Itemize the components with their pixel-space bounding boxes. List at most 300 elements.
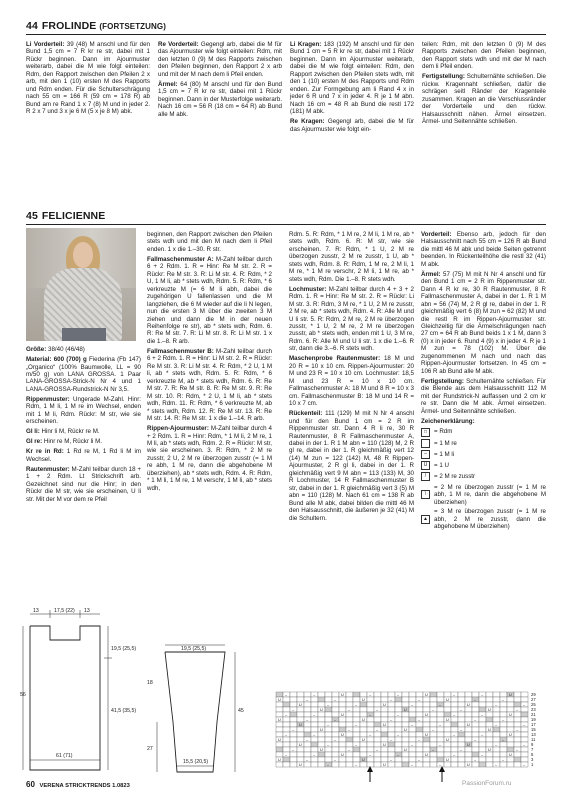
chart-cell — [402, 722, 409, 727]
chart-cell — [304, 712, 311, 717]
chart-cell — [409, 717, 416, 722]
paragraph-text: 39 (48) M anschl und für den Bund 1,5 cm = 7 R kr re str, dabei mit 1 Rückr beginnen. Dann im Ajourmuster weiterarb, dabei die M wie folgt einteilen: Rdm, den Rapport zwischen den Pfeilen 2 x arb, mit den 1 (10) ersten M des Rapports und Rdm enden. Für die Schulterschrägung nach 55 cm = 166 R (59 cm = 178 R) ab Bund am re Rand 1 x 7 (8) M und in jeder 2. R 2 x 7 und 3 x je 6 M (5 x je 8 M) abk. — [26, 41, 150, 116]
chart-cell — [332, 752, 339, 757]
chart-cell — [465, 727, 472, 732]
section-title: FELICIENNE — [41, 210, 106, 222]
chart-cell — [423, 747, 430, 752]
chart-cell-mark: U — [509, 693, 512, 697]
chart-cell — [311, 742, 318, 747]
paragraph — [26, 41, 150, 116]
chart-cell — [521, 727, 528, 732]
chart-cell — [514, 742, 521, 747]
paragraph-text: 1 Rd re M, 1 Rd li M im Wechsel. — [26, 448, 141, 463]
chart-cell-mark: – — [397, 753, 400, 757]
section-45-column-3 — [289, 231, 414, 525]
magazine-name: VERENA STRICKTRENDS 1.0823 — [39, 783, 130, 789]
chart-cell — [283, 707, 290, 712]
chart-cell-mark: – — [327, 743, 330, 747]
paragraph — [158, 81, 282, 118]
paragraph-label: Li Kragen: — [290, 41, 322, 48]
chart-cell — [514, 717, 521, 722]
chart-cell — [346, 742, 353, 747]
chart-cell — [353, 752, 360, 757]
chart-cell — [507, 717, 514, 722]
chart-cell — [367, 697, 374, 702]
chart-cell — [409, 712, 416, 717]
chart-cell — [472, 752, 479, 757]
chart-cell-mark: – — [516, 728, 519, 732]
chart-cell — [388, 712, 395, 717]
section-44-column-2 — [158, 41, 282, 121]
chart-cell-mark: U — [299, 743, 302, 747]
chart-cell-mark: – — [432, 728, 435, 732]
chart-cell — [514, 702, 521, 707]
chart-cell — [353, 717, 360, 722]
chart-cell — [304, 722, 311, 727]
paragraph-label: Rippenmuster: — [26, 395, 70, 403]
chart-cell-mark: – — [418, 738, 421, 742]
chart-cell-mark: – — [348, 728, 351, 732]
chart-cell — [325, 757, 332, 762]
chart-cell — [325, 752, 332, 757]
chart-cell — [388, 732, 395, 737]
chart-cell — [339, 737, 346, 742]
chart-cell-mark: – — [439, 743, 442, 747]
chart-cell — [465, 697, 472, 702]
paragraph-label: Lochmuster: — [289, 285, 327, 293]
chart-cell-mark: – — [306, 718, 309, 722]
legend-row — [421, 439, 546, 448]
legend-symbol: □ — [421, 428, 430, 437]
paragraph — [147, 256, 272, 345]
chart-cell — [423, 722, 430, 727]
chart-cell — [276, 722, 283, 727]
chart-cell-mark: U — [299, 723, 302, 727]
chart-cell — [521, 707, 528, 712]
chart-cell — [339, 722, 346, 727]
chart-cell — [409, 752, 416, 757]
chart-cell-mark: – — [390, 758, 393, 762]
chart-cell — [374, 762, 381, 767]
chart-cell — [500, 692, 507, 697]
paragraph-text: Fiederina (Fb 147) „Organico“ (100% Baumwolle, LL = 90 m/50 g) von LANA GROSSA. 1 Paar LANA-GROSSA-Strick-N Nr 4 und 1 LANA-GROSSA-Rundstrick-N Nr 3,5. — [26, 356, 141, 393]
chart-cell-mark: – — [502, 738, 505, 742]
chart-cell-mark: U — [362, 738, 365, 742]
chart-cell — [325, 747, 332, 752]
paragraph-label: Ärmel: — [421, 270, 441, 278]
chart-cell-mark: – — [411, 743, 414, 747]
chart-cell — [360, 727, 367, 732]
chart-cell — [458, 732, 465, 737]
chart-cell-mark: U — [488, 748, 491, 752]
chart-cell-mark: – — [369, 733, 372, 737]
chart-cell — [458, 712, 465, 717]
chart-cell-mark: – — [285, 713, 288, 717]
legend-text: = 1 M re — [434, 439, 457, 447]
chart-cell-mark: – — [369, 753, 372, 757]
chart-cell-mark: – — [334, 758, 337, 762]
chart-cell — [486, 697, 493, 702]
chart-cell-mark: U — [383, 723, 386, 727]
chart-cell — [437, 747, 444, 752]
paragraph-label: Zeichenerklärung: — [421, 417, 475, 425]
chart-cell-mark: U — [446, 758, 449, 762]
chart-cell — [367, 702, 374, 707]
paragraph — [26, 448, 141, 463]
chart-cell — [507, 762, 514, 767]
chart-cell — [521, 717, 528, 722]
chart-cell — [297, 752, 304, 757]
chart-cell — [311, 697, 318, 702]
chart-cell — [311, 717, 318, 722]
paragraph-text: M-Zahl teilbar durch 4 + 3 + 2 Rdm. 1. R = Hinr: Re M str. 2. R = Rückr: Li M str. 3. R: Rdm, 3 M re, * 1 U, 2 M re zusstr, 2 M re, ab * stets wdh, Rdm. 4. R: Alle M und U li str. 5. R: Rdm, 2 M re, 2 M re überzogen zusstr, * 1 U, 2 M re, 2 M re überzogen zusstr, ab * stets wdh, enden mit 1 U, 3 M re, Rdm. 6. R: Alle M und U li str. 1 x die 1.–6. R str, dann die 3.–6. R stets wdh. — [289, 285, 414, 353]
chart-cell — [472, 762, 479, 767]
chart-cell — [339, 762, 346, 767]
paragraph — [26, 466, 141, 503]
chart-cell — [458, 752, 465, 757]
chart-cell — [465, 752, 472, 757]
chart-cell-mark: – — [285, 753, 288, 757]
chart-cell — [360, 742, 367, 747]
chart-cell — [444, 742, 451, 747]
chart-cell — [346, 732, 353, 737]
paragraph-text: Gegengl arb, dabei die M für das Ajourmuster wie folgt einteilen: Rdm, mit den letzten 0 (9) M des Rapports zwischen den Pfeilen beginnen, den Rapport 2 x arb und mit der M nach dem li Pfeil enden. — [158, 41, 282, 78]
chart-cell — [346, 712, 353, 717]
paragraph — [421, 231, 546, 268]
chart-cell-mark: U — [425, 733, 428, 737]
chart-cell-mark: U — [278, 718, 281, 722]
chart-cell — [367, 762, 374, 767]
legend-row — [421, 450, 546, 459]
chart-cell-mark: U — [299, 703, 302, 707]
chart-cell-mark: – — [495, 703, 498, 707]
chart-cell — [332, 712, 339, 717]
dim-width: 61 (71) — [56, 753, 73, 759]
chart-cell — [486, 762, 493, 767]
section-44-column-1 — [26, 41, 150, 118]
chart-cell — [311, 707, 318, 712]
chart-cell — [325, 737, 332, 742]
chart-cell — [283, 762, 290, 767]
chart-cell — [318, 762, 325, 767]
chart-cell — [479, 727, 486, 732]
chart-cell — [346, 717, 353, 722]
section-45-column-1 — [26, 346, 141, 506]
chart-cell — [416, 702, 423, 707]
chart-cell — [521, 747, 528, 752]
chart-cell — [311, 702, 318, 707]
chart-cell — [297, 727, 304, 732]
chart-cell — [521, 712, 528, 717]
chart-cell-mark: – — [355, 763, 358, 767]
chart-cell-mark: – — [453, 713, 456, 717]
chart-cell — [514, 712, 521, 717]
chart-cell-mark: – — [348, 748, 351, 752]
chart-cell — [458, 702, 465, 707]
chart-cell-mark: – — [418, 698, 421, 702]
paragraph-label: Gl li: — [26, 428, 40, 436]
chart-cell — [332, 762, 339, 767]
chart-cell — [521, 752, 528, 757]
chart-cell — [451, 742, 458, 747]
sleeve-schematic — [145, 640, 265, 780]
chart-cell — [458, 692, 465, 697]
chart-cell — [402, 717, 409, 722]
legend-symbol: ▲ — [421, 515, 430, 524]
chart-cell — [304, 732, 311, 737]
chart-cell — [353, 712, 360, 717]
chart-cell — [402, 697, 409, 702]
chart-cell — [507, 722, 514, 727]
chart-cell — [451, 717, 458, 722]
chart-cell — [500, 762, 507, 767]
chart-cell-mark: U — [341, 753, 344, 757]
chart-cell — [318, 712, 325, 717]
chart-cell — [479, 742, 486, 747]
chart-cell — [360, 762, 367, 767]
chart-cell — [409, 692, 416, 697]
chart-cell — [493, 732, 500, 737]
chart-cell — [416, 742, 423, 747]
section-44-header — [26, 20, 166, 32]
chart-cell — [325, 712, 332, 717]
chart-cell — [388, 747, 395, 752]
chart-cell — [360, 702, 367, 707]
chart-cell — [290, 692, 297, 697]
chart-cell — [297, 737, 304, 742]
dim-shoulder-left: 13 — [33, 608, 39, 614]
chart-cell — [311, 727, 318, 732]
chart-cell — [374, 697, 381, 702]
chart-cell — [472, 747, 479, 752]
chart-cell — [514, 762, 521, 767]
legend-row — [421, 484, 546, 506]
chart-cell-mark: – — [306, 738, 309, 742]
chart-cell — [388, 752, 395, 757]
chart-cell-mark: – — [453, 693, 456, 697]
chart-cell — [430, 752, 437, 757]
chart-cell-mark: – — [355, 723, 358, 727]
chart-cell — [437, 707, 444, 712]
chart-cell-mark: – — [292, 728, 295, 732]
chart-cell — [423, 717, 430, 722]
chart-cell — [437, 697, 444, 702]
chart-cell — [332, 747, 339, 752]
paragraph-label: Material: 600 (700) g — [26, 356, 87, 364]
chart-cell — [486, 737, 493, 742]
chart-cell — [339, 757, 346, 762]
paragraph-label: Re Kragen: — [290, 118, 325, 126]
chart-cell — [409, 707, 416, 712]
dim-shoulder-right: 13 — [84, 608, 90, 614]
chart-cell — [297, 717, 304, 722]
chart-cell — [416, 747, 423, 752]
paragraph-text: 183 (192) M anschl und für den Bund 1 cm = 5 R kr re str, dabei mit 1 Rückr beginnen. Dann im Ajourmuster weiterarb, dabei die M wie folgt einteilen: Rdm, den Rapport zwischen den Pfeilen stets wdh, mit den 1 (10) ersten M des Rapports und Rdm enden. Zur Formgebung am li Rand 4 x in jeder 6 R und 7 x in jeder 4. R je 1 M abn. Nach 16 cm = 48 R ab Bund die restl 172 (181) M abk. — [290, 41, 414, 116]
chart-cell — [318, 692, 325, 697]
chart-cell — [423, 757, 430, 762]
chart-cell — [500, 727, 507, 732]
chart-cell-mark: U — [320, 708, 323, 712]
chart-cell — [360, 752, 367, 757]
chart-cell — [388, 762, 395, 767]
chart-cell — [409, 732, 416, 737]
paragraph — [158, 41, 282, 78]
chart-cell — [444, 762, 451, 767]
chart-cell — [381, 697, 388, 702]
chart-row-number: 3 — [531, 757, 534, 763]
paragraph-text: teilen: Rdm, mit den letzten 0 (9) M des Rapports zwischen den Pfeilen beginnen, den Rapport stets wdh und mit der M nach dem li Pfeil enden. — [422, 41, 546, 71]
chart-cell — [276, 692, 283, 697]
dim-armhole: 19,5 (25,5) — [111, 646, 137, 652]
dim-total-length: 56 — [20, 692, 26, 698]
chart-cell — [290, 697, 297, 702]
chart-cell — [465, 757, 472, 762]
chart-cell — [493, 692, 500, 697]
paragraph-label: Rückenteil: — [289, 410, 323, 418]
chart-cell-mark: – — [453, 753, 456, 757]
page-footer — [26, 780, 130, 789]
paragraph — [147, 231, 272, 253]
chart-cell-mark: U — [509, 753, 512, 757]
chart-cell — [374, 737, 381, 742]
chart-cell — [297, 692, 304, 697]
paragraph — [421, 378, 546, 415]
dim-sleeve-upper: 18 — [147, 680, 153, 686]
chart-cell — [465, 732, 472, 737]
chart-row-number: 13 — [531, 732, 536, 738]
chart-cell — [367, 717, 374, 722]
dim-body: 41,5 (35,5) — [111, 708, 137, 714]
chart-cell — [437, 692, 444, 697]
chart-cell — [479, 722, 486, 727]
chart-cell — [479, 702, 486, 707]
chart-cell — [479, 707, 486, 712]
chart-cell — [444, 707, 451, 712]
chart-cell — [402, 752, 409, 757]
watermark: PassionForum.ru — [462, 780, 512, 787]
chart-cell — [332, 707, 339, 712]
chart-cell — [353, 727, 360, 732]
chart-cell-mark: – — [439, 703, 442, 707]
chart-cell — [346, 757, 353, 762]
chart-cell — [353, 732, 360, 737]
chart-cell-mark: – — [411, 763, 414, 767]
legend-symbol: U — [421, 461, 430, 470]
chart-cell — [486, 722, 493, 727]
chart-cell-mark: – — [453, 733, 456, 737]
chart-cell — [318, 717, 325, 722]
chart-cell — [290, 722, 297, 727]
chart-cell-mark: – — [439, 763, 442, 767]
chart-cell-mark: U — [362, 758, 365, 762]
chart-cell-mark: – — [376, 728, 379, 732]
section-44-column-3 — [290, 41, 414, 136]
chart-cell — [297, 747, 304, 752]
chart-cell — [290, 702, 297, 707]
chart-cell — [500, 742, 507, 747]
chart-cell — [416, 722, 423, 727]
chart-cell — [521, 692, 528, 697]
knitting-chart — [274, 690, 546, 782]
paragraph-text: Ungerade M-Zahl. Hinr: Rdm, 1 M li, 1 M re im Wechsel, enden mit 1 M li, Rdm. Rückr: M str, wie sie erscheinen. — [26, 395, 141, 426]
chart-cell — [311, 747, 318, 752]
chart-cell-mark: – — [390, 738, 393, 742]
chart-cell-mark: – — [495, 743, 498, 747]
chart-cell — [423, 727, 430, 732]
chart-row-number: 21 — [531, 712, 536, 718]
chart-cell — [304, 752, 311, 757]
chart-cell — [507, 707, 514, 712]
chart-cell — [304, 692, 311, 697]
chart-cell — [318, 702, 325, 707]
chart-cell — [318, 697, 325, 702]
chart-cell-mark: U — [383, 763, 386, 767]
chart-cell — [507, 742, 514, 747]
chart-cell — [381, 737, 388, 742]
chart-cell — [402, 757, 409, 762]
chart-cell — [304, 762, 311, 767]
chart-cell-mark: – — [376, 708, 379, 712]
chart-grid — [276, 692, 528, 767]
chart-cell — [458, 697, 465, 702]
dim-sleeve-cuff: 15,5 (20,5) — [183, 759, 209, 765]
section-45-rule — [26, 224, 546, 225]
paragraph-label: Fallmaschenmuster B: — [147, 347, 214, 355]
chart-cell — [388, 692, 395, 697]
chart-cell — [318, 722, 325, 727]
chart-cell — [500, 747, 507, 752]
chart-cell — [472, 707, 479, 712]
chart-cell — [458, 757, 465, 762]
chart-cell-mark: U — [509, 733, 512, 737]
chart-cell-mark: – — [460, 748, 463, 752]
chart-cell — [381, 727, 388, 732]
chart-cell-mark: – — [411, 703, 414, 707]
dim-sleeve-length: 45 — [238, 708, 244, 714]
chart-cell — [339, 702, 346, 707]
chart-cell — [353, 692, 360, 697]
chart-cell — [493, 752, 500, 757]
chart-cell — [374, 757, 381, 762]
chart-cell — [451, 727, 458, 732]
chart-cell-mark: – — [474, 718, 477, 722]
chart-cell — [353, 757, 360, 762]
chart-cell — [395, 762, 402, 767]
chart-cell-mark: U — [425, 753, 428, 757]
chart-cell — [353, 747, 360, 752]
chart-cell — [283, 722, 290, 727]
chart-cell — [381, 717, 388, 722]
symbol-legend — [421, 428, 546, 531]
paragraph-text: Hinr re M, Rückr li M. — [43, 438, 103, 446]
chart-cell-mark: U — [404, 708, 407, 712]
chart-row-number: 11 — [531, 737, 536, 743]
chart-cell-mark: U — [362, 718, 365, 722]
chart-cell — [430, 742, 437, 747]
chart-cell — [332, 732, 339, 737]
chart-cell — [507, 697, 514, 702]
legend-row — [421, 508, 546, 530]
paragraph-text: M-Zahl teilbar durch 6 + 2 Rdm. 1. R = Hinr: Li M str. 2. R = Rückr: Re M str. 3. R: Li M str. 4. R: Rdm, * 2 U, 1 M li, ab * stets wdh, Rdm. 5. R: Rdm, * 6 verkreuzte M, ab * stets wdh, Rdm. 6. R: Re M str. 7. R: Re M str. 8. R: Re M str. 9. R: Re M str. 10. R: Rdm, * 2 U, 1 M li, ab * stets wdh, Rdm. 11. R: Rdm, * 6 verkreuzte M, ab * stets wdh, Rdm. 12. R: Re M str. 13. R: Re M str. 14. R: Re M str. 1 x die 1.–14. R arb. — [147, 347, 272, 423]
chart-cell-mark: – — [285, 693, 288, 697]
paragraph — [421, 418, 546, 425]
section-subtitle: (FORTSETZUNG) — [99, 22, 167, 31]
legend-text: = 1 M li — [434, 450, 455, 458]
chart-cell — [381, 752, 388, 757]
chart-cell-mark: U — [341, 693, 344, 697]
chart-cell-mark: U — [509, 713, 512, 717]
chart-cell-mark: – — [292, 708, 295, 712]
